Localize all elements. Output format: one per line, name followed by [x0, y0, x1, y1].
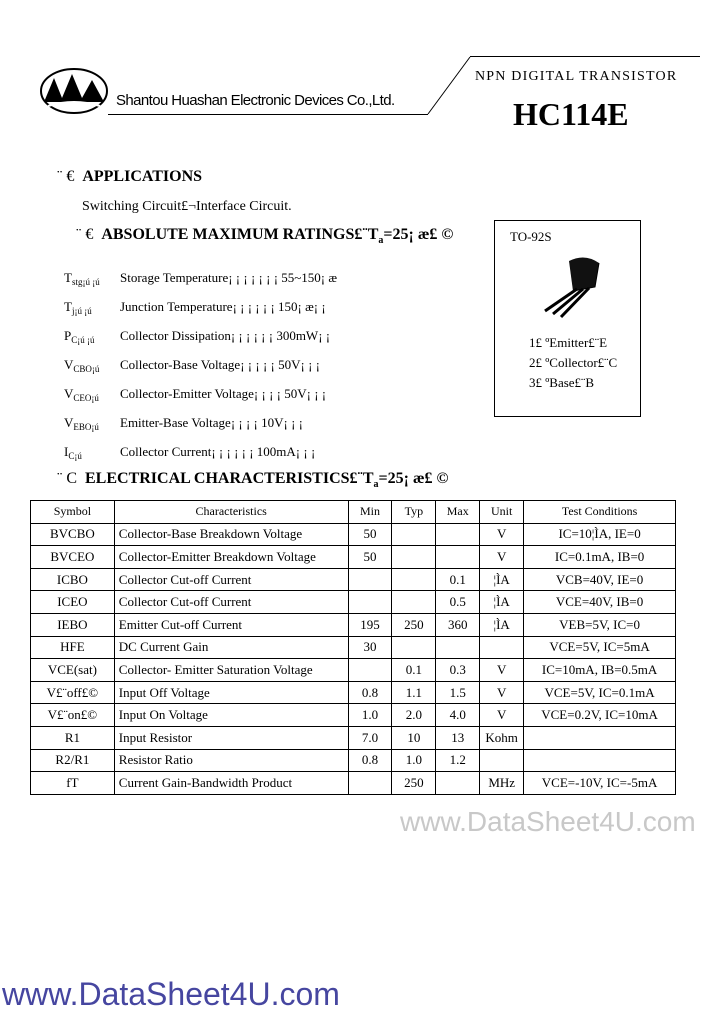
table-row — [31, 568, 676, 591]
table-cell: Input Resistor — [114, 726, 348, 749]
header-top-rule — [470, 56, 700, 57]
table-cell: 0.1 — [436, 568, 480, 591]
table-cell: ¦ÌA — [480, 568, 524, 591]
table-cell: 0.5 — [436, 591, 480, 614]
section-marker: ¨ C — [57, 470, 77, 487]
table-cell: 360 — [436, 613, 480, 636]
table-cell: VCE=5V, IC=5mA — [524, 636, 676, 659]
table-cell: HFE — [31, 636, 115, 659]
table-cell — [524, 749, 676, 772]
table-cell: IC=10¦ÌA, IE=0 — [524, 523, 676, 546]
table-cell: 1.0 — [348, 704, 392, 727]
table-cell: 1.5 — [436, 681, 480, 704]
section-marker: ¨ € — [76, 226, 94, 243]
header-divider-diagonal — [425, 56, 495, 116]
table-cell — [480, 636, 524, 659]
table-cell: VEB=5V, IC=0 — [524, 613, 676, 636]
rating-item: $V_{EBO¡ú}$ Emitter-Base Voltage¡ ¡ ¡ ¡ 10V¡ ¡ ¡ — [64, 415, 307, 432]
table-cell: VCE=-10V, IC=-5mA — [524, 772, 676, 795]
column-header: Characteristics — [114, 501, 348, 524]
pin-label: 1£ ºEmitter£¨E — [529, 335, 608, 350]
table-cell — [348, 568, 392, 591]
table-cell — [480, 749, 524, 772]
device-type: NPN DIGITAL TRANSISTOR — [475, 69, 678, 84]
table-cell: Collector-Base Breakdown Voltage — [114, 523, 348, 546]
table-cell: Current Gain-Bandwidth Product — [114, 772, 348, 795]
table-cell: 0.1 — [392, 659, 436, 682]
applications-text: Switching Circuit£¬Interface Circuit. — [82, 199, 292, 214]
column-header: Max — [436, 501, 480, 524]
table-cell: Resistor Ratio — [114, 749, 348, 772]
table-cell: Collector- Emitter Saturation Voltage — [114, 659, 348, 682]
table-cell: ICEO — [31, 591, 115, 614]
package-box — [494, 220, 641, 417]
table-cell: BVCBO — [31, 523, 115, 546]
table-row — [31, 523, 676, 546]
header-divider — [108, 114, 428, 115]
table-row — [31, 681, 676, 704]
to92s-package-icon — [525, 251, 615, 326]
table-cell: IEBO — [31, 613, 115, 636]
rating-item: $T_{stg¡ú ¡ú}$ Storage Temperature¡ ¡ ¡ ¡ ¡ ¡ ¡ 55~150¡ æ — [64, 270, 338, 287]
table-row — [31, 546, 676, 569]
table-cell — [436, 546, 480, 569]
table-row — [31, 749, 676, 772]
table-cell — [348, 659, 392, 682]
table-cell: V — [480, 546, 524, 569]
rating-item: $V_{CEO¡ú}$ Collector-Emitter Voltage¡ ¡ ¡ ¡ 50V¡ ¡ ¡ — [64, 386, 330, 403]
table-cell: VCE=5V, IC=0.1mA — [524, 681, 676, 704]
table-cell: 1.0 — [392, 749, 436, 772]
table-cell: MHz — [480, 772, 524, 795]
package-label: TO-92S — [510, 229, 552, 244]
applications-heading — [57, 168, 202, 186]
table-row — [31, 772, 676, 795]
pin-label: 3£ ºBase£¨B — [529, 375, 595, 390]
table-cell: ICBO — [31, 568, 115, 591]
table-row — [31, 659, 676, 682]
model-number: HC114E — [513, 96, 629, 132]
table-cell: V — [480, 659, 524, 682]
table-cell: Kohm — [480, 726, 524, 749]
table-cell: R2/R1 — [31, 749, 115, 772]
table-cell: Collector Cut-off Current — [114, 568, 348, 591]
table-cell: BVCEO — [31, 546, 115, 569]
table-cell: 250 — [392, 772, 436, 795]
table-cell — [436, 636, 480, 659]
table-cell: 30 — [348, 636, 392, 659]
table-cell: 1.2 — [436, 749, 480, 772]
table-cell: V£¨off£© — [31, 681, 115, 704]
table-cell: 1.1 — [392, 681, 436, 704]
table-cell: 4.0 — [436, 704, 480, 727]
rating-item: $I_{C¡ú}$ Collector Current¡ ¡ ¡ ¡ ¡ ¡ 100mA¡ ¡ ¡ — [64, 444, 319, 461]
table-cell: IC=10mA, IB=0.5mA — [524, 659, 676, 682]
company-logo — [40, 68, 108, 114]
table-cell: IC=0.1mA, IB=0 — [524, 546, 676, 569]
table-cell: Collector-Emitter Breakdown Voltage — [114, 546, 348, 569]
pin-label: 2£ ºCollector£¨C — [529, 355, 618, 370]
table-row — [31, 726, 676, 749]
table-cell: V — [480, 523, 524, 546]
table-cell — [392, 546, 436, 569]
table-cell: ¦ÌA — [480, 613, 524, 636]
rating-item: $V_{CBO¡ú}$ Collector-Base Voltage¡ ¡ ¡ ¡ ¡ 50V¡ ¡ ¡ — [64, 357, 324, 374]
table-row — [31, 704, 676, 727]
table-row — [31, 613, 676, 636]
table-cell: VCE=40V, IB=0 — [524, 591, 676, 614]
table-cell: V£¨on£© — [31, 704, 115, 727]
table-cell: VCB=40V, IE=0 — [524, 568, 676, 591]
table-cell: Emitter Cut-off Current — [114, 613, 348, 636]
table-cell: 195 — [348, 613, 392, 636]
column-header: Symbol — [31, 501, 115, 524]
table-cell: ¦ÌA — [480, 591, 524, 614]
abs-max-heading: ¨ € ABSOLUTE MAXIMUM $RATINGS£¨T_a=25¡$ æ£ © — [76, 226, 454, 247]
table-cell — [348, 772, 392, 795]
table-cell: 50 — [348, 523, 392, 546]
company-name: Shantou Huashan Electronic Devices Co.,Ltd. — [116, 92, 395, 109]
section-marker: ¨ € — [57, 168, 75, 185]
table-row — [31, 636, 676, 659]
section-title: APPLICATIONS — [82, 168, 203, 185]
table-cell: 10 — [392, 726, 436, 749]
table-cell: 2.0 — [392, 704, 436, 727]
column-header: Typ — [392, 501, 436, 524]
table-cell: VCE=0.2V, IC=10mA — [524, 704, 676, 727]
table-cell — [392, 591, 436, 614]
table-cell: Input On Voltage — [114, 704, 348, 727]
table-cell — [348, 591, 392, 614]
electrical-heading: ¨ C ELECTRICAL $CHARACTERISTICS£¨T_a=25¡$ æ£ © — [57, 470, 449, 491]
table-cell: Collector Cut-off Current — [114, 591, 348, 614]
table-cell — [392, 568, 436, 591]
table-cell: 0.3 — [436, 659, 480, 682]
table-header-row — [31, 501, 676, 524]
rating-item: $T_{j¡ú ¡ú}$ Junction Temperature¡ ¡ ¡ ¡ ¡ ¡ 150¡ æ¡ ¡ — [64, 299, 329, 316]
table-row — [31, 591, 676, 614]
table-cell — [436, 772, 480, 795]
table-cell: VCE(sat) — [31, 659, 115, 682]
rating-item: $P_{C¡ú ¡ú}$ Collector Dissipation¡ ¡ ¡ ¡ ¡ ¡ 300mW¡ ¡ — [64, 328, 334, 345]
electrical-table — [30, 500, 676, 795]
table-cell — [436, 523, 480, 546]
watermark: www.DataSheet4U.com — [400, 806, 696, 837]
table-cell: 250 — [392, 613, 436, 636]
table-cell: DC Current Gain — [114, 636, 348, 659]
column-header: Test Conditions — [524, 501, 676, 524]
table-cell: fT — [31, 772, 115, 795]
table-cell: Input Off Voltage — [114, 681, 348, 704]
table-cell: V — [480, 681, 524, 704]
table-cell: V — [480, 704, 524, 727]
table-cell: 50 — [348, 546, 392, 569]
column-header: Min — [348, 501, 392, 524]
column-header: Unit — [480, 501, 524, 524]
table-cell: 0.8 — [348, 681, 392, 704]
table-cell — [392, 636, 436, 659]
table-cell: 13 — [436, 726, 480, 749]
table-cell — [524, 726, 676, 749]
footer-watermark: www.DataSheet4U.com — [2, 976, 340, 1012]
table-cell: 0.8 — [348, 749, 392, 772]
table-cell: 7.0 — [348, 726, 392, 749]
table-cell: R1 — [31, 726, 115, 749]
table-cell — [392, 523, 436, 546]
